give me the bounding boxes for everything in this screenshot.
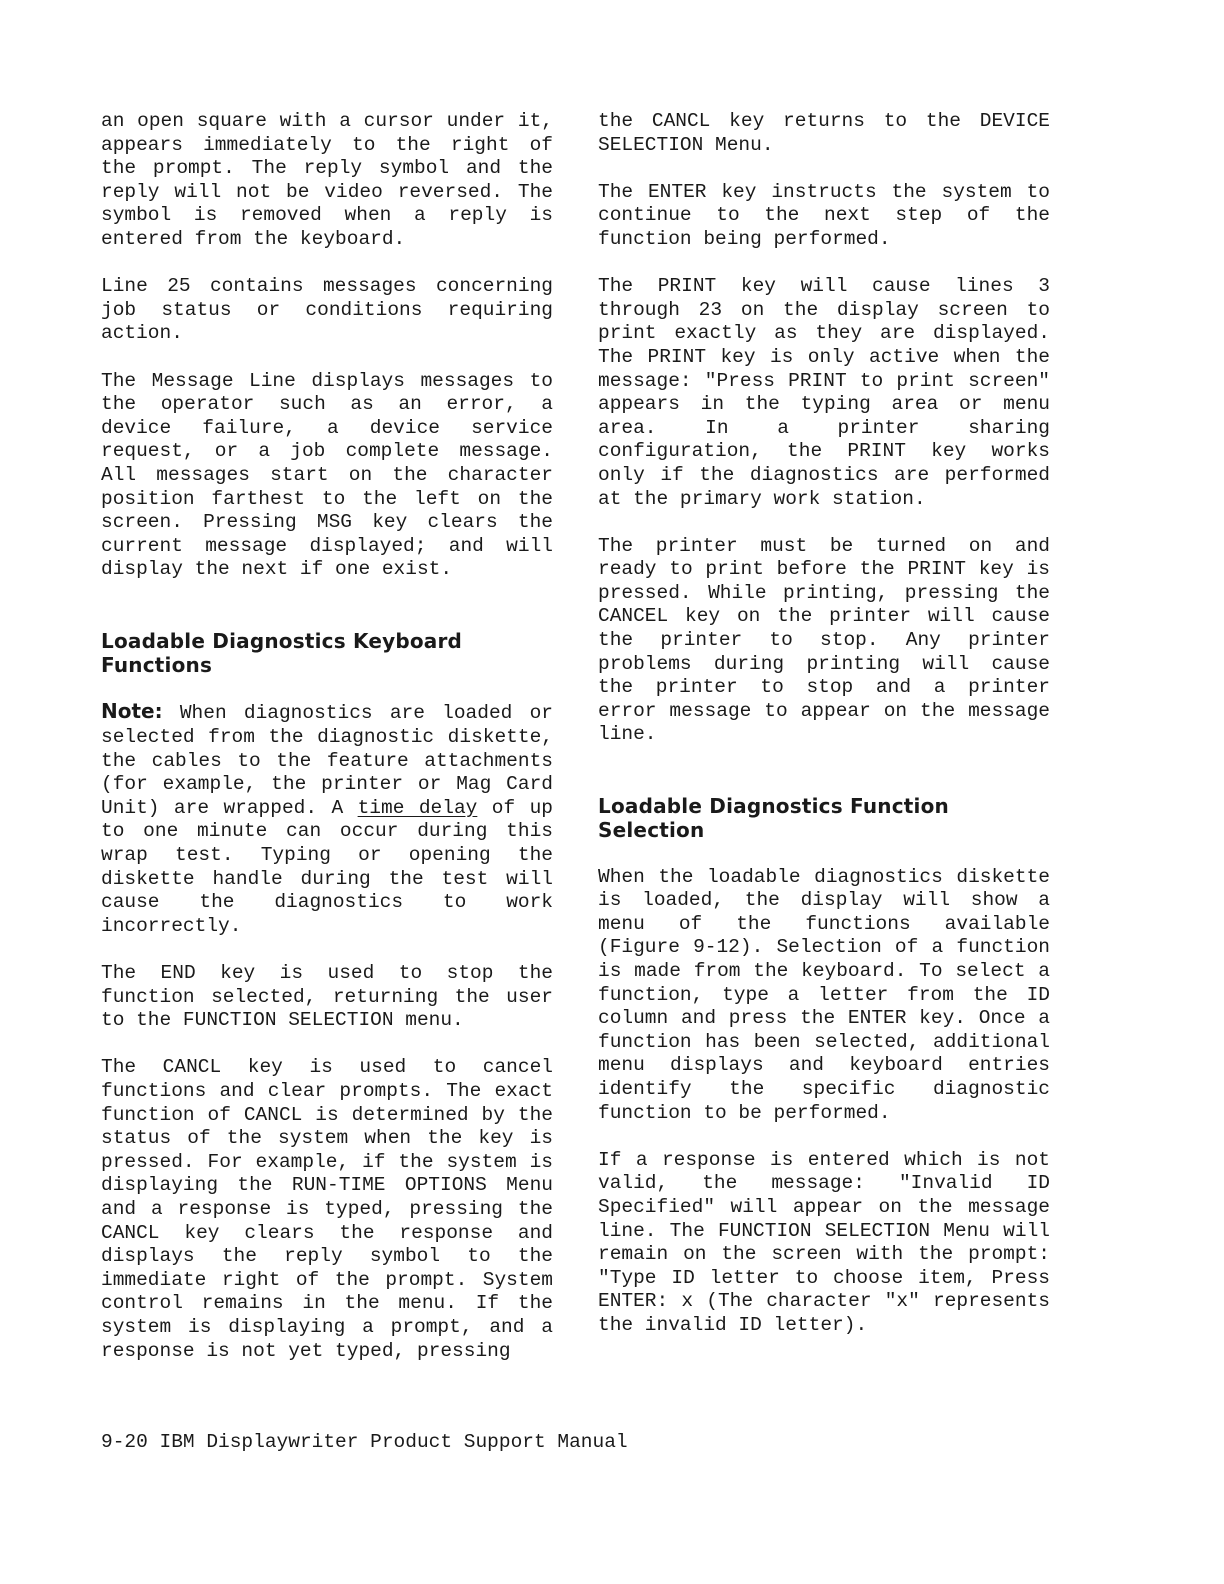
time-delay-underlined: time delay <box>357 796 478 819</box>
note-text-after: of up to one minute can occur during this wrap test. Typing or opening the diskette handle during the test will cause the diagnostics to work incorrectly. <box>101 796 553 937</box>
cancl-continued-paragraph: the CANCL key returns to the DEVICE SELECTION Menu. <box>598 110 1050 156</box>
line-25-paragraph: Line 25 contains messages concerning job status or conditions requiring action. <box>101 275 553 345</box>
function-selection-heading: Loadable Diagnostics Function Selection <box>598 794 949 843</box>
note-paragraph <box>101 700 553 938</box>
reply-symbol-paragraph: an open square with a cursor under it, appears immediately to the right of the prompt. The reply symbol and the reply will not be video reversed. The symbol is removed when a reply is entered from the keyboard. <box>101 110 553 250</box>
note-text-before: When diagnostics are loaded or selected from the diagnostic diskette, the cables to the feature attachments (for example, the printer or Mag Card Unit) are wrapped. A <box>101 702 553 819</box>
function-selection-paragraph: When the loadable diagnostics diskette is loaded, the display will show a menu of the functions available (Figure 9-12). Selection of a function is made from the keyboard. To select a function, type a letter from the ID column and press the ENTER key. Once a function has been selected, additional menu displays and keyboard entries identify the specific diagnostic function to be performed. <box>598 865 1050 1124</box>
print-key-paragraph: The PRINT key will cause lines 3 through 23 on the display screen to print exactly as they are displayed. The PRINT key is only active when the message: "Press PRINT to print screen" appears in the typing area or menu area. In a printer sharing configuration, the PRINT key works only if the diagnostics are performed at the primary work station. <box>598 275 1050 510</box>
invalid-id-paragraph: If a response is entered which is not valid, the message: "Invalid ID Specified" will appear on the message line. The FUNCTION SELECTION Menu will remain on the screen with the prompt: "Type ID letter to choose item, Press ENTER: x (The character "x" represents the invalid ID letter). <box>598 1148 1050 1336</box>
note-label: Note: <box>101 699 163 724</box>
end-key-paragraph: The END key is used to stop the function selected, returning the user to the FUNCTION SELECTION menu. <box>101 962 553 1032</box>
manual-title: IBM Displaywriter Product Support Manual <box>159 1431 628 1453</box>
enter-key-paragraph: The ENTER key instructs the system to continue to the next step of the function being performed. <box>598 180 1050 250</box>
page-footer <box>101 1430 628 1454</box>
cancl-key-paragraph: The CANCL key is used to cancel functions and clear prompts. The exact function of CANCL is determined by the status of the system when the key is pressed. For example, if the system is displaying the RUN-TIME OPTIONS Menu and a response is typed, pressing the CANCL key clears the response and displays the reply symbol to the immediate right of the prompt. System control remains in the menu. If the system is displaying a prompt, and a response is not yet typed, pressing <box>101 1056 553 1362</box>
keyboard-functions-heading: Loadable Diagnostics Keyboard Functions <box>101 628 463 677</box>
left-column <box>101 110 553 1387</box>
printer-ready-paragraph: The printer must be turned on and ready to print before the PRINT key is pressed. While printing, pressing the CANCEL key on the printer will cause the printer to stop. Any printer problems during printing will cause the printer to stop and a printer error message to appear on the message line. <box>598 534 1050 746</box>
right-column <box>598 110 1050 1361</box>
page-number: 9-20 <box>101 1431 148 1453</box>
message-line-paragraph: The Message Line displays messages to the operator such as an error, a device failure, a device service request, or a job complete message. All messages start on the character position farthest to the left on the screen. Pressing MSG key clears the current message displayed; and will display the next if one exist. <box>101 369 553 581</box>
